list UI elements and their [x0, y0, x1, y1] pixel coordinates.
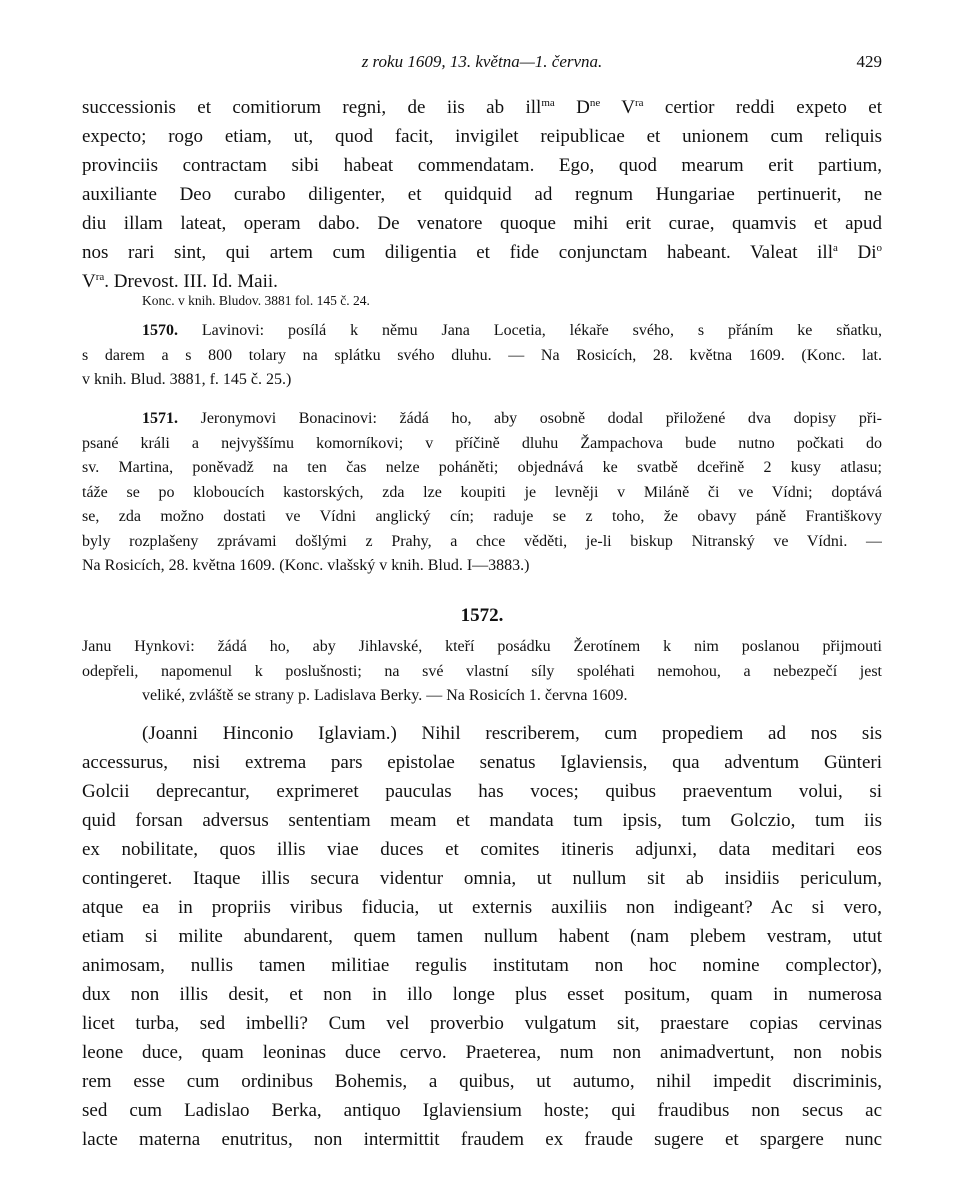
entry-1571 — [82, 407, 882, 579]
entry-1572-letter — [82, 719, 882, 1154]
preceding-letter — [82, 93, 882, 296]
entry-1570 — [82, 319, 882, 393]
text-line: Na Rosicích, 28. května 1609. (Konc. vlašský v knih. Blud. I—3883.) — [82, 557, 530, 574]
page-number: 429 — [856, 52, 882, 71]
running-title: z roku 1609, 13. května—1. června. — [361, 52, 603, 71]
text-line: 1570. Lavinovi: posílá k němu Jana Locetia, lékaře svého, s přáním ke sňatku, — [142, 322, 882, 339]
text-line: odepřeli, napomenul k poslušnosti; na své vlastní síly spoléhati nemohou, a nebezpečí jest — [82, 662, 882, 680]
text-line: rem esse cum ordinibus Bohemis, a quibus, ut autumo, nihil impedit discriminis, — [82, 1071, 882, 1092]
text-line: Janu Hynkovi: žádá ho, aby Jihlavské, kteří posádku Žerotínem k nim poslanou přijmouti — [82, 638, 882, 655]
text-line: auxiliante Deo curabo diligenter, et quidquid ad regnum Hungariae pertinuerit, ne — [82, 184, 882, 205]
text-line: v knih. Blud. 3881, f. 145 č. 25.) — [82, 371, 292, 388]
text-line: sed cum Ladislao Berka, antiquo Iglaviensium hoste; qui fraudibus non secus ac — [82, 1100, 882, 1121]
text-line: contingeret. Itaque illis secura videntur omnia, ut nullum sit ab insidiis periculum, — [82, 868, 882, 889]
entry-number: 1571. — [142, 410, 178, 427]
text-line: 1571. Jeronymovi Bonacinovi: žádá ho, aby osobně dodal přiložené dva dopisy při- — [142, 410, 882, 427]
text-line: lacte materna enutritus, non intermittit fraudem ex fraude sugere et spargere nunc — [82, 1129, 882, 1150]
source-note-text: Konc. v knih. Bludov. 3881 fol. 145 č. 24. — [142, 293, 370, 308]
text-line: s darem a s 800 tolary na splátku svého dluhu. — Na Rosicích, 28. května 1609. (Konc. lat. — [82, 346, 882, 364]
text-line: ex nobilitate, quos illis viae duces et comites itineris adjunxi, data meditari eos — [82, 839, 882, 860]
text-line: se, zda možno dostati ve Vídni anglický cín; raduje se z toho, že obavy páně Františkovy — [82, 508, 882, 525]
text-line: táže se po kloboucích kastorských, zda lze koupiti je levněji v Miláně či ve Vídni; doptává — [82, 483, 882, 501]
text-line: $V^{ra}$. Drevost. III. Id. Maii. — [82, 271, 278, 292]
text-line: veliké, zvláště se strany p. Ladislava Berky. — Na Rosicích 1. června 1609. — [142, 687, 628, 704]
text-line: sv. Martina, poněvadž na ten čas nelze poháněti; objednává ke svatbě dceřině 2 kusy atlasu; — [82, 459, 882, 476]
text-line: leone duce, quam leoninas duce cervo. Praeterea, num non animadvertunt, non nobis — [82, 1042, 882, 1063]
text-line: (Joanni Hinconio Iglaviam.) Nihil rescriberem, cum propediem ad nos sis — [142, 723, 882, 744]
text-line: accessurus, nisi extrema pars epistolae senatus Iglaviensis, qua adventum Günteri — [82, 752, 882, 773]
source-note — [82, 289, 882, 313]
text-line: quid forsan adversus sententiam meam et mandata tum ipsis, tum Golczio, tum iis — [82, 810, 882, 831]
text-line: diu illam lateat, operam dabo. De venatore quoque mihi erit curae, quamvis et apud — [82, 213, 882, 234]
entry-1572-number: 1572. — [460, 605, 504, 626]
text-line: byly rozplašeny zprávami došlými z Prahy, a chce věděti, je-li biskup Nitranský ve Vídni. — — [82, 532, 882, 550]
page-header — [82, 50, 882, 74]
text-line: atque ea in propriis viribus fiducia, ut externis auxiliis non indigeant? Ac si vero, — [82, 897, 882, 918]
text-line: nos rari sint, qui artem cum diligentia et fide conjunctam habeant. Valeat ill$^a$ Di$^o$ — [82, 242, 882, 263]
text-line: expecto; rogo etiam, ut, quod facit, invigilet reipublicae et unionem cum reliquis — [82, 126, 882, 147]
text-line: provinciis contractam sibi habeat commendatam. Ego, quod mearum erit partium, — [82, 155, 882, 176]
text-line: psané králi a nejvyššímu komorníkovi; v příčině dluhu Žampachova bude nutno počkati do — [82, 434, 882, 452]
text-line: successionis et comitiorum regni, de iis ab ill$^{ma}$ $D^{ne}$ $V^{ra}$ certior reddi expeto et — [82, 97, 882, 118]
entry-1572-summary — [82, 635, 882, 709]
text-line: etiam si milite abundarent, quem tamen nullum habent (nam plebem vestram, utut — [82, 926, 882, 947]
entry-number: 1570. — [142, 322, 178, 339]
text-line: licet turba, sed imbelli? Cum vel proverbio vulgatum sit, praestare copias cervinas — [82, 1013, 882, 1034]
text-line: animosam, nullis tamen militiae regulis institutam non hoc nomine complector), — [82, 955, 882, 976]
text-line: Golcii deprecantur, exprimeret pauculas has voces; quibus praeventum volui, si — [82, 781, 882, 802]
text-line: dux non illis desit, et non in illo longe plus esset positum, quam in numerosa — [82, 984, 882, 1005]
